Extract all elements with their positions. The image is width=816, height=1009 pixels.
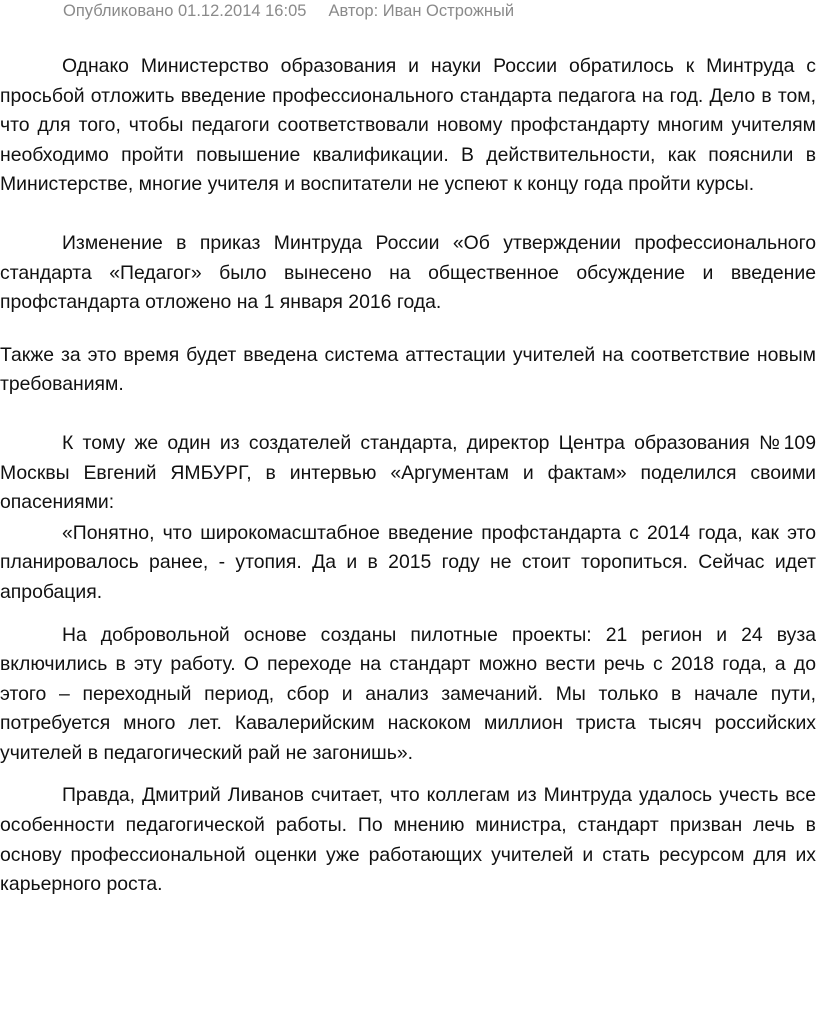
published-date: Опубликовано 01.12.2014 16:05 [63, 2, 307, 20]
paragraph-yamburg-intro: К тому же один из создателей стандарта, директор Центра образования №109 Москвы Евгений ЯМБУРГ, в интервью «Аргументам и фактам» поделился своими опасениями: [0, 431, 816, 514]
article-body [0, 52, 816, 900]
paragraph-attestation: Также за это время будет введена система аттестации учителей на соответствие новым требованиям. [0, 343, 816, 396]
paragraph-order-change: Изменение в приказ Минтруда России «Об утверждении профессионального стандарта «Педагог» было вынесено на общественное обсуждение и введение профстандарта отложено на 1 января 2016 года. [0, 231, 816, 314]
paragraph-livanov: Правда, Дмитрий Ливанов считает, что коллегам из Минтруда удалось учесть все особенности педагогической работы. По мнению министра, стандарт призван лечь в основу профессиональной оценки уже работающих учителей и стать ресурсом для их карьерного роста. [0, 784, 816, 896]
paragraph-quote-end: На добровольной основе созданы пилотные проекты: 21 регион и 24 вуза включились в эту работу. О переходе на стандарт можно вести речь с 2018 года, а до этого – переходный период, сбор и анализ замечаний. Мы только в начале пути, потребуется много лет. Кавалерийским наскоком миллион триста тысяч российских учителей в педагогический рай не загонишь». [0, 623, 816, 764]
publication-meta [63, 2, 514, 21]
paragraph-postponement: Однако Министерство образования и науки России обратилось к Минтруда с просьбой отложить введение профессионального стандарта педагога на год. Дело в том, что для того, чтобы педагоги соответствовали новому профстандарту многим учителям необходимо пройти повышение квалификации. В действительности, как пояснили в Министерстве, многие учителя и воспитатели не успеют к концу года пройти курсы. [0, 55, 816, 196]
paragraph-quote-start: «Понятно, что широкомасштабное введение профстандарта с 2014 года, как это планировалось ранее, - утопия. Да и в 2015 году не стоит торопиться. Сейчас идет апробация. [0, 521, 816, 603]
author-name: Автор: Иван Острожный [328, 2, 515, 20]
